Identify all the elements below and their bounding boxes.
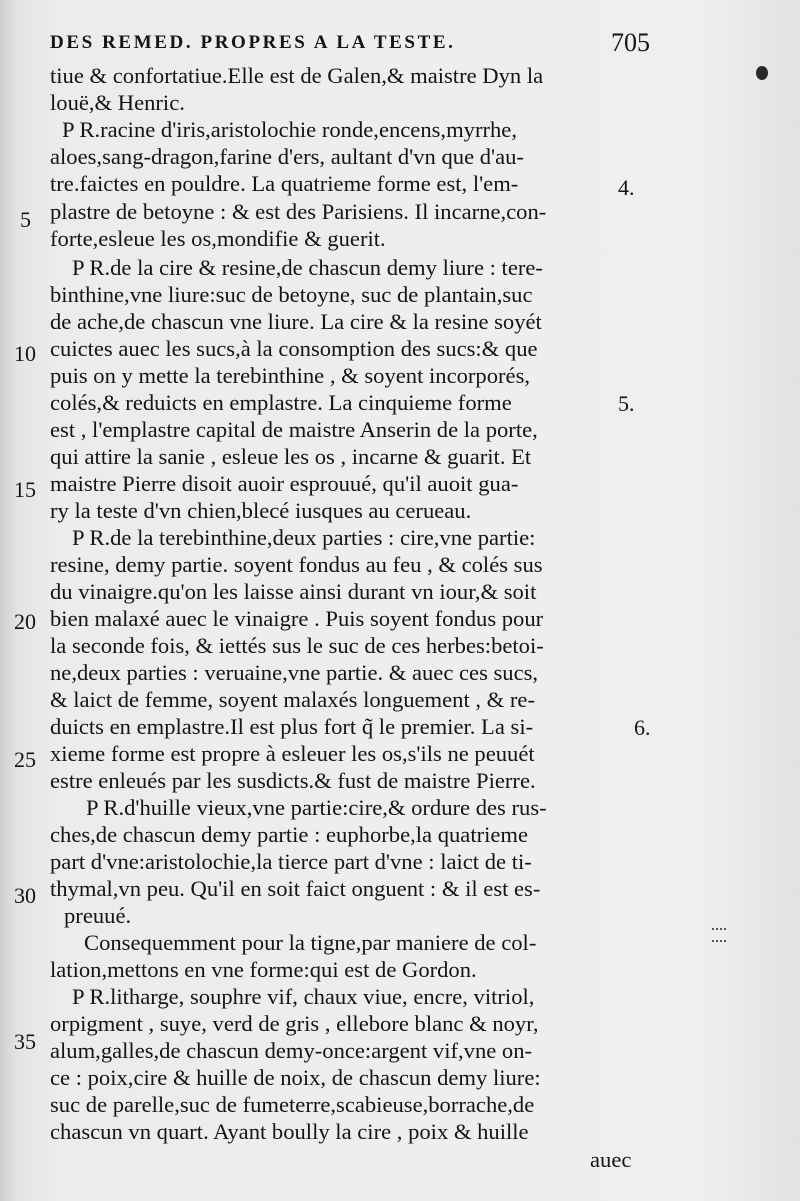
- text-line: P R.racine d'iris,aristolochie ronde,encens,myrrhe,: [62, 117, 517, 142]
- text-line: P R.litharge, souphre vif, chaux viue, encre, vitriol,: [72, 984, 535, 1009]
- text-line: resine, demy partie. soyent fondus au feu , & colés sus: [50, 552, 543, 577]
- page-header: [50, 30, 650, 60]
- text-line: plastre de betoyne : & est des Parisiens. Il incarne,con-: [50, 199, 547, 224]
- line-number: 25: [14, 747, 36, 772]
- text-line: cuictes auec les sucs,à la consomption des sucs:& que: [50, 336, 538, 361]
- text-line: forte,esleue les os,mondifie & guerit.: [50, 226, 386, 251]
- text-line: ce : poix,cire & huille de noix, de chascun demy liure:: [50, 1065, 541, 1090]
- text-line: colés,& reduicts en emplastre. La cinquieme forme: [50, 390, 512, 415]
- text-line: de ache,de chascun vne liure. La cire & la resine soyét: [50, 309, 542, 334]
- form-number: 5.: [618, 391, 635, 416]
- text-line: P R.de la cire & resine,de chascun demy liure : tere-: [72, 255, 543, 280]
- running-title: DES REMED. PROPRES A LA TESTE.: [50, 32, 456, 53]
- text-line: orpigment , suye, verd de gris , ellebore blanc & noyr,: [50, 1011, 539, 1036]
- text-line: louë,& Henric.: [50, 90, 185, 115]
- catchword: auec: [590, 1147, 632, 1172]
- form-number: 4.: [618, 175, 635, 200]
- ink-blot: [756, 66, 768, 80]
- text-line: chascun vn quart. Ayant boully la cire , poix & huille: [50, 1119, 529, 1144]
- line-number: 5: [20, 207, 31, 232]
- text-line: P R.d'huille vieux,vne partie:cire,& ordure des rus-: [86, 795, 547, 820]
- text-line: thymal,vn peu. Qu'il en soit faict onguent : & il est es-: [50, 876, 541, 901]
- text-line: la seconde fois, & iettés sus le suc de ces herbes:betoi-: [50, 633, 544, 658]
- text-line: lation,mettons en vne forme:qui est de Gordon.: [50, 957, 477, 982]
- text-line: tre.faictes en pouldre. La quatrieme forme est, l'em-: [50, 171, 519, 196]
- text-line: ry la teste d'vn chien,blecé iusques au cerueau.: [50, 498, 472, 523]
- text-line: estre enleués par les susdicts.& fust de maistre Pierre.: [50, 768, 536, 793]
- text-line: maistre Pierre disoit auoir esprouué, qu'il auoit gua-: [50, 471, 519, 496]
- text-line: bien malaxé auec le vinaigre . Puis soyent fondus pour: [50, 606, 544, 631]
- text-line: part d'vne:aristolochie,la tierce part d'vne : laict de ti-: [50, 849, 532, 874]
- paper-speck: [712, 928, 726, 942]
- text-line: suc de parelle,suc de fumeterre,scabieuse,borrache,de: [50, 1092, 535, 1117]
- line-number: 10: [14, 341, 36, 366]
- page-number: 705: [611, 28, 650, 57]
- text-line: qui attire la sanie , esleue les os , incarne & guarit. Et: [50, 444, 532, 469]
- text-line: du vinaigre.qu'on les laisse ainsi durant vn iour,& soit: [50, 579, 537, 604]
- text-line: ne,deux parties : veruaine,vne partie. & auec ces sucs,: [50, 660, 539, 685]
- text-line: alum,galles,de chascun demy-once:argent vif,vne on-: [50, 1038, 533, 1063]
- text-line: binthine,vne liure:suc de betoyne, suc de plantain,suc: [50, 282, 533, 307]
- form-number: 6.: [634, 715, 651, 740]
- text-line: Consequemment pour la tigne,par maniere de col-: [84, 930, 537, 955]
- text-line: aloes,sang-dragon,farine d'ers, aultant d'vn que d'au-: [50, 144, 524, 169]
- line-number: 15: [14, 477, 36, 502]
- text-line: puis on y mette la terebinthine , & soyent incorporés,: [50, 363, 531, 388]
- text-line: preuué.: [64, 903, 132, 928]
- text-line: duicts en emplastre.Il est plus fort q̃ le premier. La si-: [50, 714, 534, 739]
- line-number: 20: [14, 609, 36, 634]
- line-number: 35: [14, 1029, 36, 1054]
- text-line: P R.de la terebinthine,deux parties : cire,vne partie:: [72, 525, 536, 550]
- text-line: est , l'emplastre capital de maistre Anserin de la porte,: [50, 417, 538, 442]
- text-line: xieme forme est propre à esleuer les os,s'ils ne peuuét: [50, 741, 535, 766]
- text-line: tiue & confortatiue.Elle est de Galen,& maistre Dyn la: [50, 63, 544, 88]
- text-line: & laict de femme, soyent malaxés longuement , & re-: [50, 687, 535, 712]
- line-number: 30: [14, 883, 36, 908]
- text-line: ches,de chascun demy partie : euphorbe,la quatrieme: [50, 822, 529, 847]
